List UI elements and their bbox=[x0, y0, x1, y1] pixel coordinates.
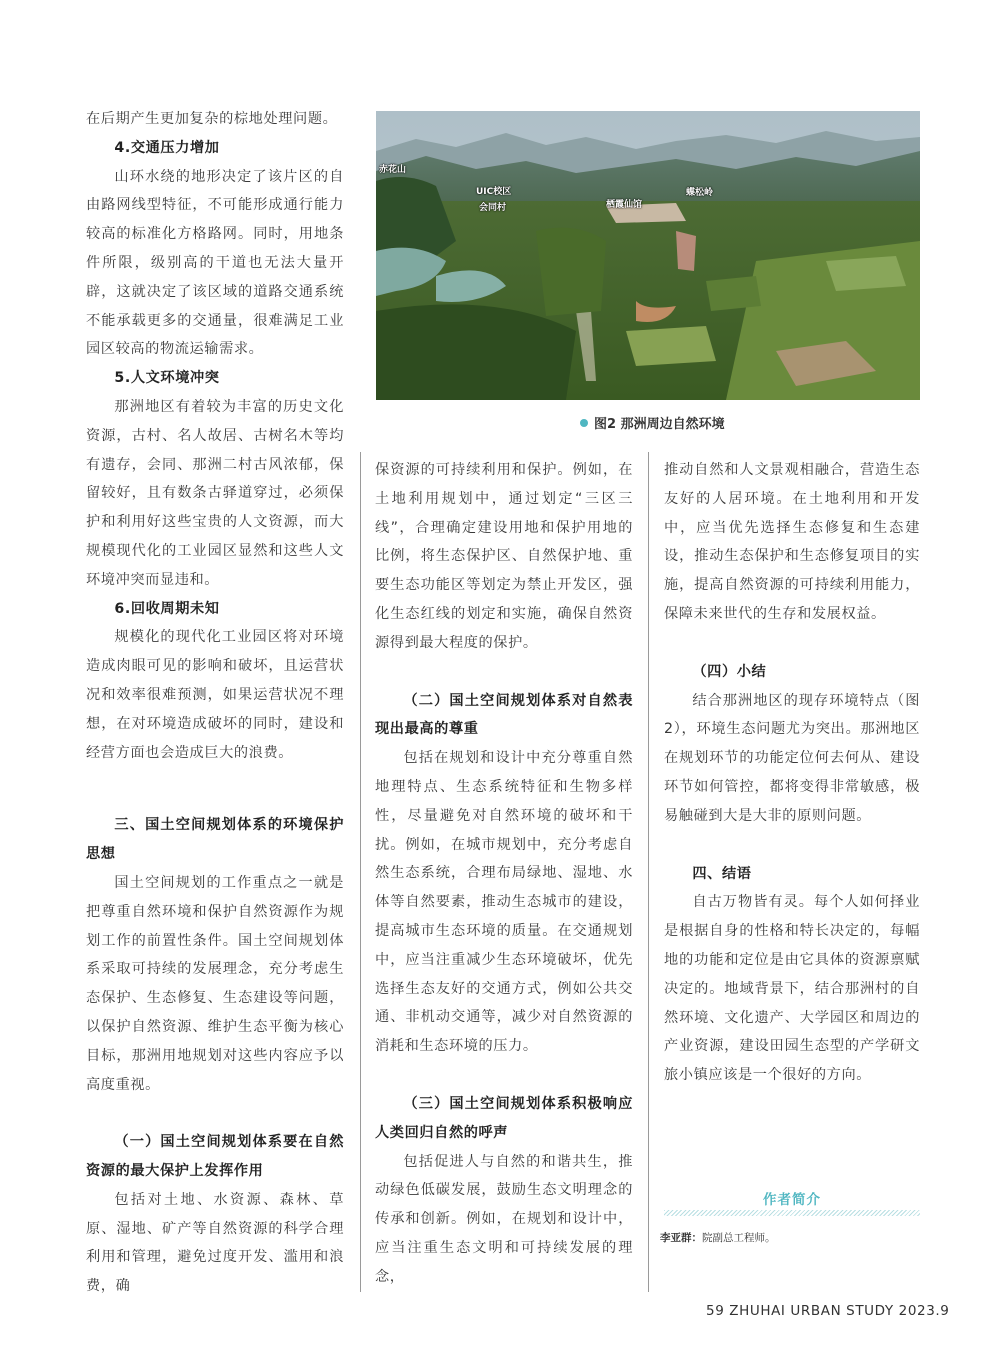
paragraph: 山环水绕的地形决定了该片区的自由路网线型特征，不可能形成通行能力较高的标准化方格路网。同时，用地条件所限，级别高的干道也无法大量开辟，这就决定了该区域的道路交通系统不能承载更多的交通量，很难满足工业园区较高的物流运输需求。 bbox=[86, 168, 344, 358]
aerial-photo bbox=[376, 111, 920, 400]
subheading: 4.交通压力增加 bbox=[114, 139, 220, 156]
paragraph: 那洲地区有着较为丰富的历史文化资源，古村、名人故居、古树名木等均有遗存，会同、那洲二村古风浓郁，保留较好，且有数条古驿道穿过，必须保护和利用好这些宝贵的人文资源，而大规模现代化的工业园区显然和这些人文环境冲突而显违和。 bbox=[86, 398, 344, 588]
map-label: 蝶松岭 bbox=[686, 188, 714, 198]
figure-caption bbox=[580, 413, 725, 432]
paragraph: 推动自然和人文景观相融合，营造生态友好的人居环境。在土地利用和开发中，应当优先选择生态修复和生态建设，推动生态保护和生态修复项目的实施，提高自然资源的可持续利用能力，保障未来世代的生存和发展权益。 bbox=[664, 462, 920, 622]
landscape-image bbox=[376, 111, 920, 400]
text-column-right bbox=[664, 456, 920, 1090]
author-info bbox=[660, 1230, 776, 1245]
section-heading: （二）国土空间规划体系对自然表现出最高的尊重 bbox=[375, 692, 633, 738]
bullet-icon bbox=[580, 419, 588, 427]
text-column-middle bbox=[375, 456, 633, 1292]
caption-text: 图2 那洲周边自然环境 bbox=[594, 417, 725, 432]
author-divider bbox=[664, 1210, 920, 1216]
paragraph: 包括在规划和设计中充分尊重自然地理特点、生态系统特征和生物多样性，尽量避免对自然环境的破坏和干扰。例如，在城市规划中，充分考虑自然生态系统，合理布局绿地、湿地、水体等自然要素，推动生态城市的建设，提高城市生态环境的质量。在交通规划中，应当注重减少生态环境破坏，优先选择生态友好的交通方式，例如公共交通、非机动交通等，减少对自然资源的消耗和生态环境的压力。 bbox=[375, 750, 633, 1055]
paragraph: 包括对土地、水资源、森林、草原、湿地、矿产等自然资源的科学合理利用和管理，避免过度开发、滥用和浪费，确 bbox=[86, 1191, 344, 1295]
section-heading: （四）小结 bbox=[692, 663, 767, 680]
paragraph: 包括促进人与自然的和谐共生，推动绿色低碳发展，鼓励生态文明理念的传承和创新。例如，在规划和设计中，应当注重生态文明和可持续发展的理念， bbox=[375, 1153, 633, 1285]
subheading: 5.人文环境冲突 bbox=[114, 370, 220, 387]
author-role: 院副总工程师。 bbox=[702, 1232, 776, 1244]
map-label: UIC校区 bbox=[476, 187, 512, 197]
paragraph: 结合那洲地区的现存环境特点（图2），环境生态问题尤为突出。那洲地区在规划环节的功能定位何去何从、建设环节如何管控，都将变得非常敏感，极易触碰到大是大非的原则问题。 bbox=[664, 692, 920, 824]
author-name: 李亚群： bbox=[660, 1232, 702, 1244]
map-label: 赤花山 bbox=[379, 165, 407, 175]
column-divider bbox=[648, 452, 649, 1292]
page-footer: 59 ZHUHAI URBAN STUDY 2023.9 bbox=[706, 1303, 950, 1319]
paragraph: 在后期产生更加复杂的棕地处理问题。 bbox=[86, 111, 338, 127]
section-heading: （一）国土空间规划体系要在自然资源的最大保护上发挥作用 bbox=[86, 1134, 344, 1180]
section-heading: （三）国土空间规划体系积极响应人类回归自然的呼声 bbox=[375, 1095, 633, 1141]
map-label: 栖霞仙馆 bbox=[606, 200, 643, 210]
paragraph: 规模化的现代化工业园区将对环境造成肉眼可见的影响和破坏，且运营状况和效率很难预测，如果运营状况不理想，在对环境造成破坏的同时，建设和经营方面也会造成巨大的浪费。 bbox=[86, 629, 344, 761]
author-box-title: 作者简介 bbox=[763, 1192, 821, 1208]
text-column-left bbox=[86, 105, 344, 1301]
map-label: 会同村 bbox=[479, 203, 507, 213]
paragraph: 自古万物皆有灵。每个人如何择业是根据自身的性格和特长决定的，每幅地的功能和定位是由它具体的资源禀赋决定的。地域背景下，结合那洲村的自然环境、文化遗产、大学园区和周边的产业资源，建设田园生态型的产学研文旅小镇应该是一个很好的方向。 bbox=[664, 894, 920, 1084]
subheading: 6.回收周期未知 bbox=[114, 600, 220, 617]
section-heading: 四、结语 bbox=[692, 865, 752, 882]
column-divider bbox=[360, 452, 361, 1292]
section-heading: 三、国土空间规划体系的环境保护思想 bbox=[86, 817, 344, 863]
paragraph: 保资源的可持续利用和保护。例如，在土地利用规划中，通过划定“三区三线”，合理确定建设用地和保护用地的比例，将生态保护区、自然保护地、重要生态功能区等划定为禁止开发区，强化生态红线的划定和实施，确保自然资源得到最大程度的保护。 bbox=[375, 462, 633, 651]
paragraph: 国土空间规划的工作重点之一就是把尊重自然环境和保护自然资源作为规划工作的前置性条件。国土空间规划体系采取可持续的发展理念，充分考虑生态保护、生态修复、生态建设等问题，以保护自然资源、维护生态平衡为核心目标，那洲用地规划对这些内容应予以高度重视。 bbox=[86, 874, 344, 1093]
